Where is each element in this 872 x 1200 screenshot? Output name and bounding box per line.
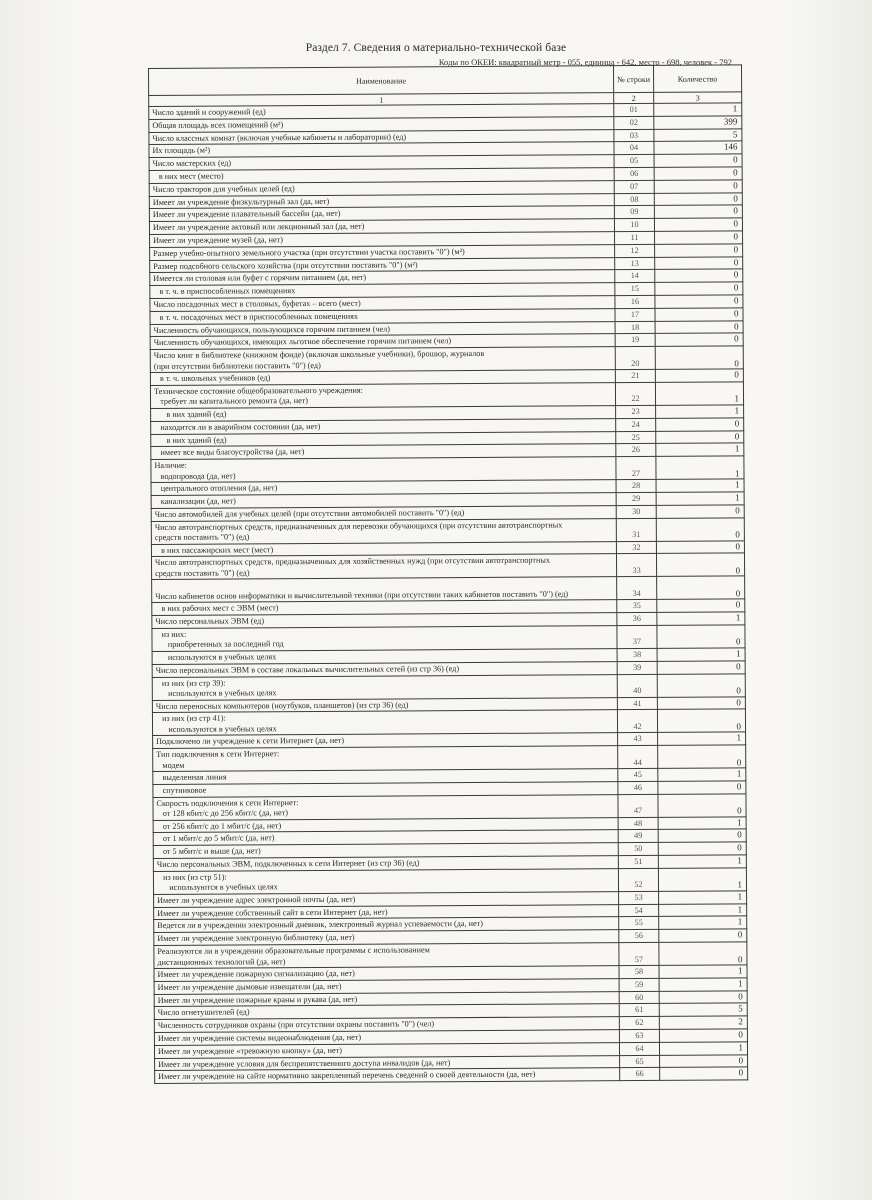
row-quantity: 0 — [657, 673, 745, 697]
row-name-line: Численность обучающихся, пользующихся горячим питанием (чел) — [153, 324, 390, 335]
row-line-number: 08 — [614, 193, 654, 206]
row-line-number: 43 — [618, 733, 658, 746]
row-line-number: 47 — [618, 794, 658, 817]
row-name-line: Имеет ли учреждение системы видеонаблюдения (да, нет) — [157, 1032, 362, 1044]
row-line-number: 34 — [617, 577, 657, 600]
row-name-line: Имеет ли учреждение актовый или лекционный зал (да, нет) — [152, 221, 365, 233]
row-name — [153, 746, 618, 772]
row-quantity: 0 — [658, 781, 746, 794]
row-name-line: в т. ч. в приспособленных помещениях — [153, 286, 296, 297]
row-name-line: Число персональных ЭВМ в составе локальных вычислительных сетей (из стр 36) (ед) — [155, 663, 460, 675]
row-name-line: Имеет ли учреждение пожарную сигнализацию (да, нет) — [157, 968, 355, 980]
row-name-line: Тип подключения к сети Интернет: — [156, 749, 280, 760]
row-quantity: 0 — [655, 282, 743, 295]
row-line-number: 27 — [616, 457, 656, 480]
row-line-number: 55 — [619, 917, 659, 930]
row-name-subline: от 128 кбит/с до 256 кбит/с (да, нет) — [156, 808, 288, 819]
row-line-number: 12 — [615, 244, 655, 257]
row-name-line: Наличие: — [154, 460, 187, 471]
row-quantity: 0 — [660, 1054, 748, 1067]
row-line-number: 24 — [616, 418, 656, 431]
row-line-number: 18 — [615, 321, 655, 334]
row-name — [152, 626, 617, 652]
row-line-number: 49 — [618, 830, 658, 843]
row-name-line: Скорость подключения к сети Интернет: — [156, 797, 299, 808]
row-line-number: 05 — [614, 155, 654, 168]
row-name-line: Имеет ли учреждение физкультурный зал (да, нет) — [152, 196, 330, 207]
row-quantity: 0 — [655, 333, 743, 346]
row-name-line: в них пассажирских мест (мест) — [154, 544, 274, 555]
row-quantity: 1 — [657, 648, 745, 661]
row-quantity: 0 — [655, 269, 743, 282]
row-name-line: Имеет ли учреждение адрес электронной почты (да, нет) — [157, 894, 356, 905]
row-quantity: 1 — [656, 456, 744, 480]
row-quantity: 1 — [659, 891, 747, 904]
row-line-number: 15 — [615, 283, 655, 296]
row-quantity: 0 — [658, 829, 746, 842]
row-quantity: 0 — [656, 505, 744, 518]
row-quantity: 0 — [659, 942, 747, 966]
table-header-row — [149, 65, 742, 96]
row-name-line: Имеет ли учреждение «тревожную кнопку» (да, нет) — [157, 1045, 342, 1056]
row-line-number: 53 — [619, 891, 659, 904]
row-name-line: Размер учебно-опытного земельного участка (при отсутствии участка поставить "0") (м²) — [153, 246, 465, 258]
row-name-line: в них рабочих мест с ЭВМ (мест) — [155, 603, 279, 614]
row-quantity: 1 — [659, 965, 747, 978]
row-name-line: Их площадь (м²) — [152, 146, 211, 156]
row-name-line: в т. ч. посадочных мест в приспособленных помещениях — [153, 311, 358, 322]
row-line-number: 33 — [616, 554, 656, 577]
row-quantity: 1 — [658, 868, 746, 892]
row-name-line: от 256 кбит/с до 1 мбит/с (да, нет) — [156, 820, 282, 831]
row-name-line: имеет все виды благоустройства (да, нет) — [154, 447, 305, 458]
row-quantity: 0 — [654, 180, 742, 193]
row-name-line: Число книг в библиотеке (книжном фонде) (включая школьные учебники), брошюр, журналов — [153, 349, 485, 361]
row-name-line: Размер подсобного сельского хозяйства (при отсутствии поставить "0") (м²) — [153, 259, 418, 271]
row-name-line: Реализуются ли в учреждении образовательные программы с использованием — [157, 945, 430, 957]
row-quantity: 0 — [657, 709, 745, 733]
row-line-number: 54 — [619, 904, 659, 917]
row-name-line: в них зданий (ед) — [154, 435, 227, 445]
row-name-subline: используются в учебных целях — [156, 724, 277, 734]
row-line-number: 37 — [617, 625, 657, 648]
row-name-line: Имеет ли учреждение условия для беспрепятственного доступа инвалидов (да, нет) — [158, 1057, 451, 1069]
row-line-number: 40 — [617, 674, 657, 697]
row-line-number: 39 — [617, 661, 657, 674]
row-line-number: 46 — [618, 781, 658, 794]
row-name — [151, 554, 616, 580]
row-name-line: Имеет ли учреждение электронную библиотеку (да, нет) — [157, 933, 355, 944]
row-quantity: 0 — [656, 418, 744, 431]
row-quantity: 0 — [657, 661, 745, 674]
row-line-number: 22 — [615, 382, 655, 405]
row-name — [152, 710, 617, 736]
row-quantity: 1 — [656, 479, 744, 492]
row-line-number: 44 — [618, 745, 658, 768]
row-name-line: Имеет ли учреждение музей (да, нет) — [153, 235, 283, 245]
table-row — [155, 1067, 748, 1083]
index-col-1: 1 — [149, 93, 614, 107]
row-quantity: 0 — [655, 295, 743, 308]
row-quantity: 1 — [658, 732, 746, 745]
row-name-line: Общая площадь всех помещений (м²) — [152, 119, 284, 130]
row-line-number: 58 — [619, 965, 659, 978]
row-name-line: из них (из стр 39): — [155, 678, 226, 688]
row-quantity: 1 — [655, 382, 743, 406]
row-quantity: 1 — [656, 405, 744, 418]
row-name-line: Имеется ли столовая или буфет с горячим питанием (да, нет) — [153, 273, 367, 284]
row-line-number: 45 — [618, 768, 658, 781]
table-body — [149, 103, 748, 1084]
row-quantity: 0 — [655, 231, 743, 244]
row-name-line: Число автотранспортных средств, предназначенных для хозяйственных нужд (при отсутствии автотранспортных — [154, 555, 550, 568]
row-quantity: 0 — [655, 320, 743, 333]
row-quantity: 146 — [654, 141, 742, 154]
row-quantity: 0 — [655, 308, 743, 321]
row-name-line: Число автотранспортных средств, предназначенных для перевозки обучающихся (при отсутствии автотранспортных — [154, 519, 563, 532]
row-quantity: 0 — [656, 553, 744, 577]
row-line-number: 30 — [616, 505, 656, 518]
row-quantity: 1 — [659, 1042, 747, 1055]
row-line-number: 02 — [614, 116, 654, 129]
row-line-number: 01 — [614, 103, 654, 116]
row-quantity: 0 — [654, 205, 742, 218]
row-name — [150, 383, 615, 409]
row-line-number: 19 — [615, 334, 655, 347]
row-name-line: Число персональных ЭВМ (ед) — [155, 616, 265, 627]
row-name — [153, 794, 618, 820]
row-quantity: 1 — [658, 768, 746, 781]
row-name-line: Имеет ли учреждение дымовые извещатели (да, нет) — [157, 981, 342, 992]
row-quantity: 1 — [659, 916, 747, 929]
row-name-line: Число автомобилей для учебных целей (при отсутствии автомобилей поставить "0") (ед) — [154, 507, 465, 519]
row-line-number: 60 — [619, 991, 659, 1004]
row-name-line: Ведется ли в учреждении электронный дневник, электронный журнал успеваемости (да, нет) — [157, 919, 483, 931]
row-quantity: 0 — [655, 369, 743, 382]
row-quantity: 0 — [657, 625, 745, 649]
section-title: Раздел 7. Сведения о материально-технической базе — [305, 42, 567, 54]
header-quantity: Количество — [653, 65, 741, 93]
row-line-number: 26 — [616, 444, 656, 457]
row-name-line: Техническое состояние общеобразовательного учреждения: — [153, 385, 363, 396]
row-name — [151, 518, 616, 544]
index-col-2: 2 — [614, 92, 654, 103]
row-line-number: 20 — [615, 347, 655, 370]
row-name-line: канализации (да, нет) — [154, 496, 236, 506]
row-line-number: 16 — [615, 295, 655, 308]
table-wrapper — [148, 64, 748, 1084]
row-line-number: 25 — [616, 431, 656, 444]
row-quantity: 2 — [659, 1016, 747, 1029]
row-quantity: 0 — [655, 244, 743, 257]
row-name-line: от 5 мбит/с и выше (да, нет) — [156, 846, 261, 857]
row-name-subline: используются в учебных целях — [156, 882, 278, 893]
row-quantity: 0 — [659, 1029, 747, 1042]
row-name-line: Число кабинетов основ информатики и вычислительной техники (при отсутствии таких кабинетов поставить "0") (ед) — [155, 589, 569, 601]
row-quantity: 0 — [656, 540, 744, 553]
row-quantity: 1 — [658, 817, 746, 830]
row-line-number: 57 — [619, 942, 659, 965]
row-line-number: 62 — [619, 1017, 659, 1030]
row-quantity: 0 — [655, 346, 743, 370]
row-line-number: 17 — [615, 308, 655, 321]
row-quantity: 0 — [658, 842, 746, 855]
row-quantity: 0 — [660, 1067, 748, 1080]
row-quantity: 0 — [658, 745, 746, 769]
row-line-number: 31 — [616, 518, 656, 541]
row-quantity: 1 — [659, 978, 747, 991]
row-quantity: 5 — [654, 128, 742, 141]
row-name-line: спутниковое — [156, 785, 207, 795]
row-name-subline: средств поставить "0") (ед) — [155, 568, 250, 578]
index-col-3: 3 — [654, 92, 742, 104]
row-line-number: 64 — [619, 1042, 659, 1055]
row-quantity: 0 — [654, 167, 742, 180]
row-name-subline: дистанционных технологий (да, нет) — [157, 956, 286, 967]
material-base-table — [148, 64, 748, 1084]
row-line-number: 04 — [614, 142, 654, 155]
row-quantity: 0 — [654, 154, 742, 167]
row-name-line: от 1 мбит/с до 5 мбит/с (да, нет) — [156, 833, 275, 844]
row-name-line: Число классных комнат (включая учебные кабинеты и лаборатории) (ед) — [152, 132, 407, 143]
row-line-number: 59 — [619, 978, 659, 991]
row-name — [152, 674, 617, 700]
row-line-number: 66 — [620, 1068, 660, 1081]
row-line-number: 52 — [618, 868, 658, 891]
row-name-line: Численность обучающихся, имеющих льготное обеспечение горячим питанием (чел) — [153, 336, 452, 348]
row-name-line: Число мастерских (ед) — [152, 158, 232, 169]
row-quantity: 0 — [657, 599, 745, 612]
row-name-line: Число посадочных мест в столовых, буфетах – всего (мест) — [153, 298, 361, 309]
row-name-line: используются в учебных целях — [155, 652, 277, 662]
row-line-number: 09 — [614, 206, 654, 219]
row-line-number: 38 — [617, 648, 657, 661]
row-line-number: 48 — [618, 817, 658, 830]
row-quantity: 0 — [659, 929, 747, 942]
row-line-number: 21 — [615, 370, 655, 383]
row-name-line: Имеет ли учреждение собственный сайт в сети Интернет (да, нет) — [157, 907, 388, 918]
row-quantity: 0 — [656, 430, 744, 443]
row-line-number: 41 — [617, 697, 657, 710]
row-name-line: Число тракторов для учебных целей (ед) — [152, 183, 295, 194]
row-name — [152, 577, 617, 603]
row-name-line: Численность сотрудников охраны (при отсутствии охраны поставить "0") (чел) — [157, 1019, 435, 1031]
row-name-line: центрального отопления (да, нет) — [154, 483, 278, 494]
row-line-number: 28 — [616, 480, 656, 493]
row-quantity: 0 — [654, 192, 742, 205]
row-quantity: 5 — [659, 1003, 747, 1016]
row-name-line: выделенная линия — [156, 772, 227, 783]
row-quantity: 0 — [659, 991, 747, 1004]
row-name-subline: водопровода (да, нет) — [154, 471, 236, 481]
row-name-line: находится ли в аварийном состоянии (да, нет) — [154, 421, 321, 432]
row-quantity: 1 — [659, 904, 747, 917]
row-quantity: 0 — [657, 696, 745, 709]
row-line-number: 61 — [619, 1004, 659, 1017]
row-name-subline: модем — [156, 760, 185, 770]
row-name-line: из них (из стр 41): — [155, 713, 226, 724]
row-name — [151, 457, 616, 483]
row-name-line: Число огнетушителей (ед) — [157, 1007, 250, 1018]
row-line-number: 06 — [614, 167, 654, 180]
row-line-number: 13 — [615, 257, 655, 270]
row-quantity: 0 — [657, 576, 745, 600]
row-name-line: из них (из стр 51): — [156, 872, 227, 882]
row-name-line: в т. ч. школьных учебников (ед) — [153, 373, 271, 384]
row-line-number: 03 — [614, 129, 654, 142]
row-line-number: 23 — [616, 405, 656, 418]
row-name — [150, 347, 615, 373]
row-name — [153, 869, 618, 895]
row-line-number: 14 — [615, 270, 655, 283]
row-line-number: 29 — [616, 492, 656, 505]
row-quantity: 0 — [656, 517, 744, 541]
row-line-number: 50 — [618, 843, 658, 856]
row-line-number: 35 — [617, 600, 657, 613]
row-quantity: 1 — [658, 855, 746, 868]
row-name-line: Имеет ли учреждение пожарные краны и рукава (да, нет) — [157, 994, 358, 1005]
row-line-number: 63 — [619, 1029, 659, 1042]
row-name — [154, 943, 619, 969]
row-quantity: 0 — [655, 256, 743, 269]
row-line-number: 07 — [614, 180, 654, 193]
row-name-line: Число переносных компьютеров (ноутбуков, планшетов) (из стр 36) (ед) — [155, 699, 409, 711]
row-quantity: 1 — [657, 612, 745, 625]
row-quantity: 1 — [654, 103, 742, 116]
row-name-line: Число зданий и сооружений (ед) — [152, 107, 266, 117]
row-line-number: 56 — [619, 930, 659, 943]
row-quantity: 1 — [656, 443, 744, 456]
row-name-line: Число персональных ЭВМ, подключенных к сети Интернет (из стр 36) (ед) — [156, 858, 420, 870]
row-quantity: 0 — [654, 218, 742, 231]
header-name: Наименование — [149, 66, 614, 96]
row-name-subline: используются в учебных целях — [155, 688, 277, 698]
row-line-number: 42 — [617, 710, 657, 733]
row-name-subline: приобретенных за последний год — [155, 639, 284, 650]
row-name-line: Подключено ли учреждение к сети Интернет (да, нет) — [156, 736, 345, 747]
okei-codes: Коды по ОКЕИ: квадратный метр - 055, единица - 642, место - 698, человек - 792 — [438, 57, 732, 67]
row-line-number: 11 — [615, 231, 655, 244]
row-line-number: 32 — [616, 541, 656, 554]
row-name-line: из них: — [155, 629, 187, 639]
row-name-line: в них мест (место) — [152, 171, 224, 181]
row-name-subline: (при отсутствии библиотеки поставить "0") (ед) — [153, 360, 321, 371]
header-line-no: № строки — [613, 65, 653, 92]
row-line-number: 51 — [618, 855, 658, 868]
row-quantity: 0 — [658, 794, 746, 818]
row-line-number: 10 — [614, 219, 654, 232]
row-name-line: в них зданий (ед) — [154, 409, 227, 419]
row-name — [155, 1068, 620, 1084]
row-name-line: Имеет ли учреждение плавательный бассейн (да, нет) — [152, 209, 341, 220]
row-line-number: 65 — [620, 1055, 660, 1068]
row-quantity: 399 — [654, 116, 742, 129]
row-name-subline: требует ли капитального ремонта (да, нет) — [154, 396, 309, 407]
row-quantity: 1 — [656, 492, 744, 505]
row-name-line: Имеет ли учреждение на сайте нормативно закрепленный перечень сведений о своей деятельности (да, нет) — [158, 1070, 536, 1082]
row-name-subline: средств поставить "0") (ед) — [154, 532, 250, 542]
row-line-number: 36 — [617, 613, 657, 626]
